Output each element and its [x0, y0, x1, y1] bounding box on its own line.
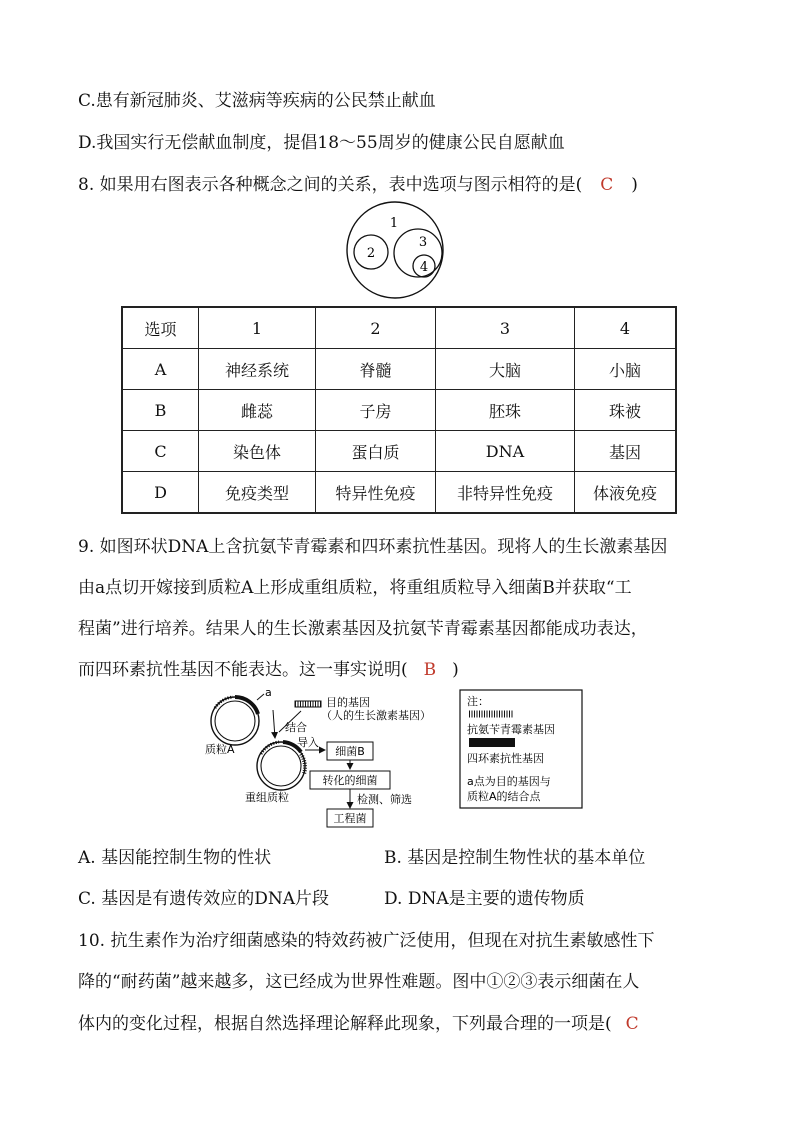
- target-gene-note: （人的生长激素基因）: [321, 709, 431, 722]
- table-header-cell: 选项: [122, 307, 199, 349]
- table-cell: 大脑: [436, 349, 575, 390]
- legend-amp-label: 抗氨苄青霉素基因: [467, 723, 555, 736]
- table-row: [122, 349, 676, 390]
- legend-note-2: 质粒A的结合点: [467, 790, 541, 803]
- table-header-cell: 1: [199, 307, 316, 349]
- target-gene-label: 目的基因: [326, 696, 370, 709]
- recombinant-label: 重组质粒: [245, 791, 289, 804]
- table-row: [122, 390, 676, 431]
- recombinant-amp-segment: [261, 742, 279, 754]
- q9-option-c: C. 基因是有遗传效应的DNA片段: [78, 889, 329, 909]
- point-a-label: a: [265, 688, 272, 699]
- combine-label: 结合: [285, 721, 307, 734]
- plasmid-diagram: [205, 688, 595, 830]
- point-a-leader: [257, 694, 264, 700]
- q8-text: 8. 如果用右图表示各种概念之间的关系，表中选项与图示相符的是(: [78, 175, 583, 195]
- table-cell: C: [122, 431, 199, 472]
- q10-answer: C: [625, 1014, 639, 1034]
- legend-tet-swatch: [469, 738, 515, 747]
- table-cell: 小脑: [575, 349, 677, 390]
- bacteria-b-label: 细菌B: [335, 745, 365, 758]
- table-header-row: [122, 307, 676, 349]
- table-cell: 特异性免疫: [316, 472, 436, 514]
- q9-close: ): [452, 660, 459, 680]
- table-header-cell: 2: [316, 307, 436, 349]
- table-cell: DNA: [436, 431, 575, 472]
- table-cell: D: [122, 472, 199, 514]
- q10-line-2: 降的“耐药菌”越来越多，这已经成为世界性难题。图中①②③表示细菌在人: [78, 972, 640, 992]
- table-header-cell: 3: [436, 307, 575, 349]
- venn-label-1: 1: [389, 216, 399, 231]
- detect-label: 检测、筛选: [357, 793, 412, 806]
- q10-line-1: 10. 抗生素作为治疗细菌感染的特效药被广泛使用，但现在对抗生素敏感性下: [78, 931, 655, 951]
- q8-answer: C: [600, 175, 614, 195]
- table-cell: 非特异性免疫: [436, 472, 575, 514]
- recombinant-inner: [261, 746, 301, 786]
- q9-line-4: 而四环素抗性基因不能表达。这一事实说明(: [78, 660, 408, 680]
- import-label: 导入: [297, 736, 319, 749]
- table-cell: 体液免疫: [575, 472, 677, 514]
- table-cell: A: [122, 349, 199, 390]
- table-cell: B: [122, 390, 199, 431]
- q9-option-d: D. DNA是主要的遗传物质: [384, 889, 585, 909]
- table-cell: 染色体: [199, 431, 316, 472]
- table-header-cell: 4: [575, 307, 677, 349]
- table-cell: 基因: [575, 431, 677, 472]
- q9-option-b: B. 基因是控制生物性状的基本单位: [384, 848, 646, 868]
- q9-answer: B: [423, 660, 437, 680]
- table-cell: 子房: [316, 390, 436, 431]
- transformed-label: 转化的细菌: [322, 774, 378, 787]
- table-cell: 脊髓: [316, 349, 436, 390]
- plasmid-a-label: 质粒A: [205, 743, 235, 756]
- q9-line-2: 由a点切开嫁接到质粒A上形成重组质粒，将重组质粒导入细菌B并获取“工: [78, 578, 632, 598]
- table-cell: 珠被: [575, 390, 677, 431]
- table-row: [122, 431, 676, 472]
- combine-arrow: [273, 710, 275, 738]
- legend-title: 注：: [467, 695, 489, 708]
- legend-tet-label: 四环素抗性基因: [467, 752, 544, 765]
- q7-option-d: D.我国实行无偿献血制度，提倡18～55周岁的健康公民自愿献血: [78, 133, 565, 153]
- venn-label-4: 4: [419, 260, 429, 275]
- plasmid-a-inner: [215, 701, 255, 741]
- venn-label-2: 2: [366, 246, 376, 261]
- table-cell: 胚珠: [436, 390, 575, 431]
- q8-close: ): [631, 175, 638, 195]
- q9-option-a: A. 基因能控制生物的性状: [78, 848, 272, 868]
- q10-line-3: 体内的变化过程，根据自然选择理论解释此现象，下列最合理的一项是(: [78, 1014, 612, 1034]
- q9-line-3: 程菌”进行培养。结果人的生长激素基因及抗氨苄青霉素基因都能成功表达，: [78, 619, 648, 639]
- q9-stem-end: [78, 655, 459, 680]
- q10-stem-end: [78, 1009, 639, 1034]
- amp-gene-segment: [215, 697, 233, 708]
- options-table: [121, 306, 677, 514]
- q7-option-c: C.患有新冠肺炎、艾滋病等疾病的公民禁止献血: [78, 91, 436, 111]
- tet-gene-segment: [235, 697, 258, 714]
- engineered-label: 工程菌: [333, 812, 367, 825]
- legend-note-1: a点为目的基因与: [467, 775, 551, 788]
- table-cell: 神经系统: [199, 349, 316, 390]
- q8-stem: [78, 170, 638, 195]
- venn-label-3: 3: [418, 235, 428, 250]
- q9-line-1: 9. 如图环状DNA上含抗氨苄青霉素和四环素抗性基因。现将人的生长激素基因: [78, 537, 668, 557]
- table-cell: 雌蕊: [199, 390, 316, 431]
- table-row: [122, 472, 676, 514]
- table-cell: 免疫类型: [199, 472, 316, 514]
- table-cell: 蛋白质: [316, 431, 436, 472]
- venn-diagram: [340, 200, 450, 302]
